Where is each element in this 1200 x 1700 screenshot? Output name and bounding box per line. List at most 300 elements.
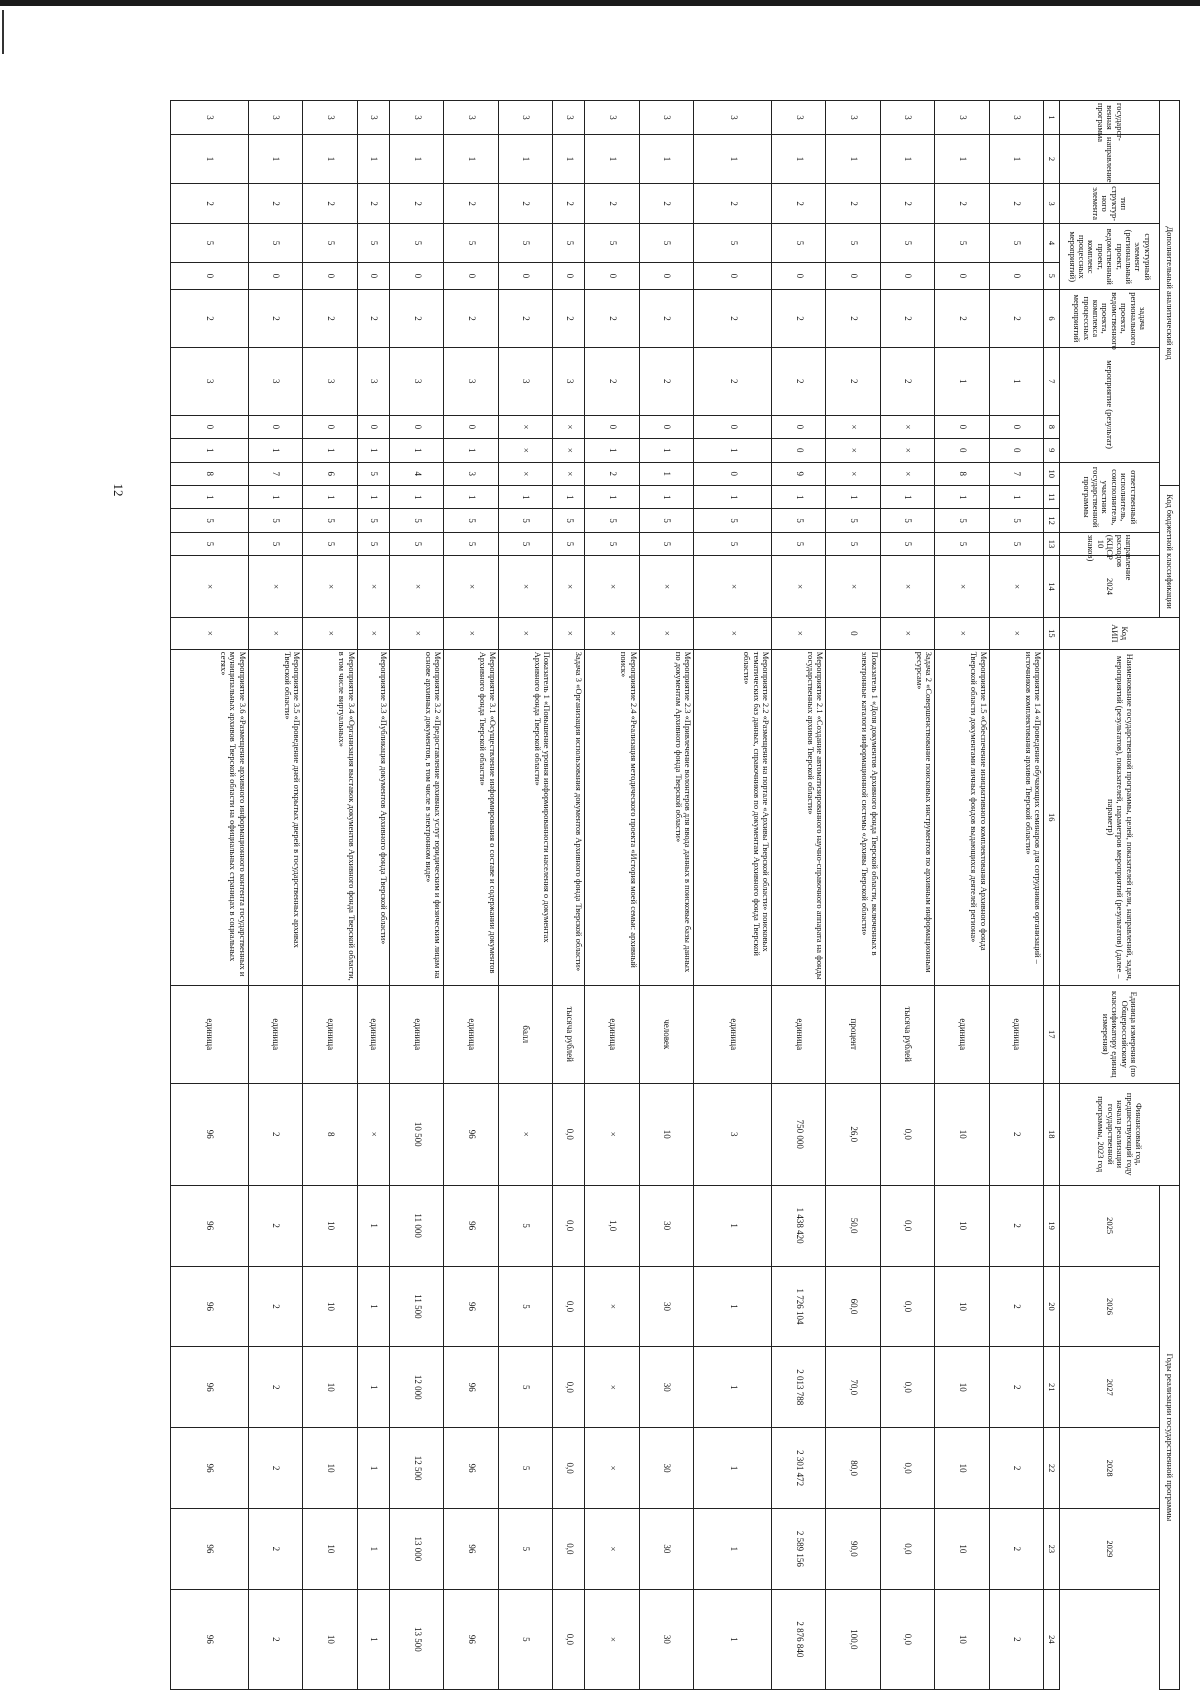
code-cell: 5 — [171, 532, 249, 555]
year-value-cell: 1 438 420 — [772, 1185, 826, 1266]
table-row — [772, 101, 826, 1690]
code-cell: 5 — [444, 532, 498, 555]
row-name-cell: Мероприятие 3.3 «Публикация документов Архивного фонда Тверской области» — [357, 649, 389, 985]
code-cell: 2 — [585, 462, 639, 486]
code-cell: 5 — [585, 532, 639, 555]
column-index-cell: 10 — [1044, 462, 1060, 486]
code-cell: 0 — [357, 262, 389, 290]
code-cell: 0 — [935, 439, 989, 462]
header-name: Наименование государственной программы, целей, показателей цели, направлений, задач, мероприятий (результатов), показателей, параметров мероприятий (результатов) (далее – параметр) — [1060, 649, 1180, 985]
column-index-cell: 3 — [1044, 183, 1060, 223]
code-cell: 1 — [389, 486, 443, 509]
year-value-cell: 96 — [444, 1266, 498, 1347]
code-cell: 0 — [389, 415, 443, 438]
code-cell: 5 — [694, 224, 772, 262]
year-value-cell: 2 — [989, 1347, 1043, 1428]
year-value-cell: 1 — [694, 1266, 772, 1347]
code-cell: × — [880, 617, 934, 649]
code-cell: 2 — [880, 183, 934, 223]
code-cell: × — [935, 617, 989, 649]
code-cell: 4 — [389, 462, 443, 486]
code-cell: 1 — [880, 135, 934, 184]
code-cell: × — [826, 439, 880, 462]
code-cell: 2 — [248, 183, 302, 223]
row-name-cell: Мероприятие 3.4 «Организация выставок документов Архивного фонда Тверской области, в том числе виртуальных» — [303, 649, 357, 985]
year-value-cell: 50,0 — [826, 1185, 880, 1266]
code-cell: 1 — [935, 135, 989, 184]
year-value-cell: 2 013 788 — [772, 1347, 826, 1428]
code-cell: × — [248, 617, 302, 649]
year-value-cell: 0,0 — [880, 1428, 934, 1509]
code-cell: 0 — [639, 415, 693, 438]
table-row — [553, 101, 585, 1690]
code-cell: 2 — [303, 290, 357, 347]
code-cell: 3 — [444, 347, 498, 415]
code-cell: × — [553, 439, 585, 462]
table-body — [171, 101, 1044, 1690]
scan-edge-mark — [2, 10, 4, 54]
code-cell: 3 — [694, 101, 772, 135]
code-cell: 5 — [303, 224, 357, 262]
year-value-cell: 100,0 — [826, 1589, 880, 1689]
year-value-cell: 0,0 — [553, 1428, 585, 1509]
code-cell: 3 — [772, 101, 826, 135]
unit-cell: процент — [826, 985, 880, 1083]
header-budget-code: Код бюджетной классификации — [1160, 486, 1180, 618]
code-cell: 1 — [935, 347, 989, 415]
table-row — [826, 101, 880, 1690]
year-value-cell: 1 — [357, 1347, 389, 1428]
column-index-cell: 20 — [1044, 1266, 1060, 1347]
year-value-cell: 0,0 — [880, 1185, 934, 1266]
code-cell: 5 — [357, 532, 389, 555]
code-cell: 1 — [248, 135, 302, 184]
code-cell: 2 — [171, 290, 249, 347]
code-cell: 5 — [935, 509, 989, 532]
code-cell: 5 — [553, 532, 585, 555]
base-year-value-cell: 26,0 — [826, 1083, 880, 1185]
table-row — [694, 101, 772, 1690]
code-cell: 5 — [826, 509, 880, 532]
code-cell: 5 — [171, 224, 249, 262]
base-year-value-cell: 750 000 — [772, 1083, 826, 1185]
code-cell: × — [694, 556, 772, 618]
year-value-cell: 0,0 — [880, 1589, 934, 1689]
code-cell: 1 — [880, 486, 934, 509]
row-name-cell: Показатель 1 «Доля документов Архивного фонда Тверской области, включенных в электронные каталоги информационной системы «Архивы Тверской области» — [826, 649, 880, 985]
code-cell: 1 — [694, 486, 772, 509]
header-program: государст-венная программа — [1060, 101, 1160, 135]
year-value-cell: 2 — [248, 1428, 302, 1509]
year-value-cell: 1,0 — [585, 1185, 639, 1266]
year-value-cell: 10 — [303, 1266, 357, 1347]
code-cell: 2 — [389, 290, 443, 347]
year-value-cell: 2 — [989, 1428, 1043, 1509]
row-name-cell: Мероприятие 2.4 «Реализация методического проекта «История моей семьи: архивный поиск» — [585, 649, 639, 985]
column-index-cell: 11 — [1044, 486, 1060, 509]
code-cell: 1 — [248, 486, 302, 509]
year-value-cell: 5 — [498, 1508, 552, 1589]
unit-cell: тысяча рублей — [553, 985, 585, 1083]
code-cell: 5 — [171, 509, 249, 532]
year-value-cell: 10 — [935, 1428, 989, 1509]
code-cell: 5 — [772, 224, 826, 262]
code-cell: 3 — [639, 101, 693, 135]
code-cell: × — [585, 617, 639, 649]
base-year-value-cell: 0,0 — [553, 1083, 585, 1185]
code-cell: 2 — [639, 290, 693, 347]
year-value-cell: 10 — [935, 1185, 989, 1266]
code-cell: 1 — [248, 439, 302, 462]
table-row — [303, 101, 357, 1690]
code-cell: 0 — [694, 415, 772, 438]
year-value-cell: 2 — [248, 1508, 302, 1589]
code-cell: 1 — [444, 439, 498, 462]
year-value-cell: × — [585, 1347, 639, 1428]
code-cell: 5 — [585, 224, 639, 262]
base-year-value-cell: 10 500 — [389, 1083, 443, 1185]
year-value-cell: 1 — [694, 1508, 772, 1589]
base-year-value-cell: 96 — [171, 1083, 249, 1185]
code-cell: 0 — [694, 462, 772, 486]
column-index-cell: 17 — [1044, 985, 1060, 1083]
year-value-cell: 2 — [248, 1266, 302, 1347]
column-index-cell: 14 — [1044, 556, 1060, 618]
code-cell: 1 — [639, 439, 693, 462]
code-cell: × — [444, 617, 498, 649]
unit-cell: единица — [171, 985, 249, 1083]
code-cell: 1 — [989, 347, 1043, 415]
row-name-cell: Мероприятие 3.1 «Осуществление информирования о составе и содержании документов Архивного фонда Тверской области» — [444, 649, 498, 985]
row-name-cell: Мероприятие 2.3 «Привлечение волонтеров для ввода данных в поисковые базы данных по документам Архивного фонда Тверской области» — [639, 649, 693, 985]
table-row — [989, 101, 1043, 1690]
unit-cell: единица — [303, 985, 357, 1083]
base-year-value-cell: 2 — [989, 1083, 1043, 1185]
code-cell: × — [989, 556, 1043, 618]
code-cell: 1 — [585, 486, 639, 509]
year-value-cell: 96 — [444, 1428, 498, 1509]
code-cell: × — [826, 415, 880, 438]
header-year-2028: 2028 — [1060, 1428, 1160, 1509]
code-cell: 2 — [498, 290, 552, 347]
code-cell: 2 — [694, 290, 772, 347]
code-cell: 5 — [880, 509, 934, 532]
code-cell: 5 — [639, 224, 693, 262]
year-value-cell: 96 — [171, 1266, 249, 1347]
code-cell: 3 — [357, 347, 389, 415]
code-cell: 7 — [248, 462, 302, 486]
unit-cell: единица — [772, 985, 826, 1083]
code-cell: 1 — [639, 135, 693, 184]
column-index-cell: 15 — [1044, 617, 1060, 649]
header-unit: Единица измерения (по Общероссийскому классификатору единиц измерения) — [1060, 985, 1180, 1083]
code-cell: 5 — [935, 224, 989, 262]
code-cell: 2 — [772, 290, 826, 347]
year-value-cell: 70,0 — [826, 1347, 880, 1428]
year-value-cell: 2 876 840 — [772, 1589, 826, 1689]
code-cell: × — [989, 617, 1043, 649]
year-value-cell: × — [585, 1266, 639, 1347]
code-cell: 5 — [989, 509, 1043, 532]
table-row — [498, 101, 552, 1690]
code-cell: × — [498, 617, 552, 649]
code-cell: 2 — [935, 290, 989, 347]
code-cell: 5 — [498, 224, 552, 262]
year-value-cell: 96 — [171, 1508, 249, 1589]
code-cell: 1 — [553, 135, 585, 184]
code-cell: 1 — [639, 462, 693, 486]
unit-cell: единица — [694, 985, 772, 1083]
code-cell: 2 — [171, 183, 249, 223]
code-cell: 5 — [935, 532, 989, 555]
code-cell: 2 — [772, 347, 826, 415]
code-cell: 6 — [303, 462, 357, 486]
code-cell: 1 — [694, 439, 772, 462]
code-cell: 3 — [553, 101, 585, 135]
code-cell: 1 — [826, 135, 880, 184]
code-cell: 0 — [989, 439, 1043, 462]
code-cell: × — [880, 439, 934, 462]
base-year-value-cell: × — [357, 1083, 389, 1185]
code-cell: × — [826, 462, 880, 486]
code-cell: 3 — [389, 101, 443, 135]
code-cell: × — [303, 556, 357, 618]
year-value-cell: 10 — [935, 1266, 989, 1347]
code-cell: 3 — [303, 101, 357, 135]
code-cell: 1 — [303, 486, 357, 509]
code-cell: 0 — [444, 415, 498, 438]
year-value-cell: 2 301 472 — [772, 1428, 826, 1509]
code-cell: 5 — [303, 509, 357, 532]
column-index-row — [1044, 101, 1060, 1690]
row-name-cell: Мероприятие 2.1 «Создание автоматизированного научно-справочного аппарата на фонды государственных архивов Тверской области» — [772, 649, 826, 985]
year-value-cell: 0,0 — [553, 1347, 585, 1428]
code-cell: 2 — [826, 290, 880, 347]
code-cell: 3 — [444, 462, 498, 486]
code-cell: 2 — [553, 183, 585, 223]
year-value-cell: 30 — [639, 1589, 693, 1689]
code-cell: × — [585, 556, 639, 618]
code-cell: 3 — [248, 101, 302, 135]
code-cell: × — [498, 439, 552, 462]
code-cell: 1 — [357, 439, 389, 462]
code-cell: 5 — [498, 532, 552, 555]
page-number: 12 — [111, 483, 126, 497]
year-value-cell: × — [585, 1428, 639, 1509]
code-cell: × — [553, 415, 585, 438]
year-value-cell: 13 500 — [389, 1589, 443, 1689]
header-struct-type: тип структур-ного элемента — [1060, 183, 1160, 223]
code-cell: 0 — [880, 262, 934, 290]
year-value-cell: 10 — [303, 1185, 357, 1266]
table-row — [444, 101, 498, 1690]
code-cell: 2 — [444, 183, 498, 223]
year-value-cell: 1 — [694, 1347, 772, 1428]
code-cell: 5 — [389, 532, 443, 555]
year-value-cell: 5 — [498, 1266, 552, 1347]
code-cell: 5 — [357, 462, 389, 486]
code-cell: 1 — [389, 439, 443, 462]
year-value-cell: 2 — [248, 1185, 302, 1266]
year-value-cell: 2 — [989, 1508, 1043, 1589]
code-cell: 3 — [303, 347, 357, 415]
unit-cell: тысяча рублей — [880, 985, 934, 1083]
code-cell: 3 — [357, 101, 389, 135]
table-row — [880, 101, 934, 1690]
code-cell: 5 — [826, 224, 880, 262]
code-cell: 5 — [585, 509, 639, 532]
code-cell: × — [553, 617, 585, 649]
code-cell: 5 — [248, 532, 302, 555]
row-name-cell: Мероприятие 1.4 «Проведение обучающих семинаров для сотрудников организаций – источников комплектования архивов Тверской области» — [989, 649, 1043, 985]
code-cell: 3 — [989, 101, 1043, 135]
code-cell: × — [553, 462, 585, 486]
code-cell: 0 — [171, 415, 249, 438]
column-index-cell: 24 — [1044, 1589, 1060, 1689]
code-cell: 3 — [171, 347, 249, 415]
year-value-cell: 10 — [935, 1589, 989, 1689]
code-cell: 5 — [389, 509, 443, 532]
year-value-cell: 96 — [171, 1428, 249, 1509]
code-cell: 5 — [880, 224, 934, 262]
column-index-cell: 12 — [1044, 509, 1060, 532]
column-index-cell: 4 — [1044, 224, 1060, 262]
year-value-cell: 5 — [498, 1589, 552, 1689]
code-cell: × — [498, 556, 552, 618]
code-cell: × — [694, 617, 772, 649]
code-cell: 2 — [248, 290, 302, 347]
code-cell: 2 — [694, 183, 772, 223]
year-value-cell: 10 — [303, 1589, 357, 1689]
header-struct-element: структурный элемент (региональный проект, ведомственный проект, комплекс процессных мероприятий) — [1060, 224, 1160, 290]
code-cell: 1 — [989, 486, 1043, 509]
column-index-cell: 16 — [1044, 649, 1060, 985]
code-cell: 0 — [585, 415, 639, 438]
code-cell: 0 — [389, 262, 443, 290]
unit-cell: единица — [248, 985, 302, 1083]
year-value-cell: 30 — [639, 1508, 693, 1589]
header-task: задача регионального проекта, ведомственного проекта, комплекса процессных мероприятий — [1060, 290, 1160, 347]
column-index-cell: 5 — [1044, 262, 1060, 290]
year-value-cell: 5 — [498, 1428, 552, 1509]
column-index-cell: 7 — [1044, 347, 1060, 415]
code-cell: 3 — [389, 347, 443, 415]
code-cell: 8 — [171, 462, 249, 486]
column-index-cell: 21 — [1044, 1347, 1060, 1428]
code-cell: 5 — [444, 509, 498, 532]
code-cell: 2 — [989, 183, 1043, 223]
header-executor: ответственный исполнитель, соисполнитель, участник государственной программы — [1060, 462, 1160, 532]
year-value-cell: 0,0 — [553, 1508, 585, 1589]
code-cell: 2 — [694, 347, 772, 415]
year-value-cell: 80,0 — [826, 1428, 880, 1509]
code-cell: 5 — [553, 509, 585, 532]
code-cell: 0 — [826, 262, 880, 290]
code-cell: 5 — [989, 532, 1043, 555]
year-value-cell: × — [585, 1508, 639, 1589]
year-value-cell: 0,0 — [553, 1185, 585, 1266]
code-cell: × — [171, 556, 249, 618]
code-cell: 0 — [303, 262, 357, 290]
code-cell: 1 — [585, 135, 639, 184]
scan-top-border — [0, 0, 1200, 6]
code-cell: 2 — [639, 183, 693, 223]
year-value-cell: 30 — [639, 1347, 693, 1428]
year-value-cell: 10 — [303, 1428, 357, 1509]
code-cell: 0 — [171, 262, 249, 290]
code-cell: 5 — [880, 532, 934, 555]
column-index-cell: 23 — [1044, 1508, 1060, 1589]
table-row — [248, 101, 302, 1690]
code-cell: 3 — [585, 101, 639, 135]
year-value-cell: 1 — [357, 1508, 389, 1589]
code-cell: 1 — [935, 486, 989, 509]
code-cell: 5 — [639, 532, 693, 555]
year-value-cell: 2 589 156 — [772, 1508, 826, 1589]
unit-cell: единица — [935, 985, 989, 1083]
year-value-cell: 1 — [694, 1185, 772, 1266]
year-value-cell: 96 — [171, 1185, 249, 1266]
code-cell: 0 — [248, 262, 302, 290]
year-value-cell: 11 500 — [389, 1266, 443, 1347]
year-value-cell: 10 — [303, 1508, 357, 1589]
year-value-cell: 11 000 — [389, 1185, 443, 1266]
program-table — [170, 100, 1180, 1690]
base-year-value-cell: 2 — [248, 1083, 302, 1185]
year-value-cell: 5 — [498, 1347, 552, 1428]
row-name-cell: Мероприятие 3.6 «Размещение архивного информационного контента государственных и муниципальных архивов Тверской области на официальных страницах в социальных сетях» — [171, 649, 249, 985]
code-cell: 3 — [498, 347, 552, 415]
row-name-cell: Мероприятие 3.2 «Предоставление архивных услуг юридическим и физическим лицам на основе архивных документов, в том числе в электронном виде» — [389, 649, 443, 985]
code-cell: 1 — [585, 439, 639, 462]
year-value-cell: 2 — [248, 1589, 302, 1689]
code-cell: 1 — [171, 486, 249, 509]
year-value-cell: 10 — [935, 1347, 989, 1428]
year-value-cell: 96 — [444, 1508, 498, 1589]
row-name-cell: Задача 3 «Организация использования документов Архивного фонда Тверской области» — [553, 649, 585, 985]
year-value-cell: 0,0 — [880, 1266, 934, 1347]
column-index-cell: 9 — [1044, 439, 1060, 462]
header-direction: направление — [1060, 135, 1160, 184]
header-year-2024: 2024 — [1060, 556, 1160, 618]
code-cell: 2 — [585, 290, 639, 347]
code-cell: 0 — [826, 617, 880, 649]
year-value-cell: 0,0 — [553, 1589, 585, 1689]
code-cell: 5 — [303, 532, 357, 555]
code-cell: 1 — [989, 135, 1043, 184]
year-value-cell: 12 500 — [389, 1428, 443, 1509]
unit-cell: единица — [444, 985, 498, 1083]
table-row — [639, 101, 693, 1690]
header-event: мероприятие (результат) — [1060, 347, 1160, 462]
code-cell: 0 — [553, 262, 585, 290]
code-cell: 2 — [585, 347, 639, 415]
code-cell: 5 — [772, 509, 826, 532]
column-index-cell: 13 — [1044, 532, 1060, 555]
code-cell: × — [389, 617, 443, 649]
code-cell: 0 — [357, 415, 389, 438]
year-value-cell: 30 — [639, 1266, 693, 1347]
year-value-cell: 1 — [357, 1185, 389, 1266]
row-name-cell: Мероприятие 3.5 «Проведение дней открытых дверей в государственных архивах Тверской области» — [248, 649, 302, 985]
header-year-2029: 2029 — [1060, 1508, 1160, 1589]
code-cell: 0 — [772, 439, 826, 462]
code-cell: × — [935, 556, 989, 618]
code-cell: 0 — [694, 262, 772, 290]
code-cell: 3 — [553, 347, 585, 415]
code-cell: 5 — [248, 224, 302, 262]
code-cell: 0 — [585, 262, 639, 290]
